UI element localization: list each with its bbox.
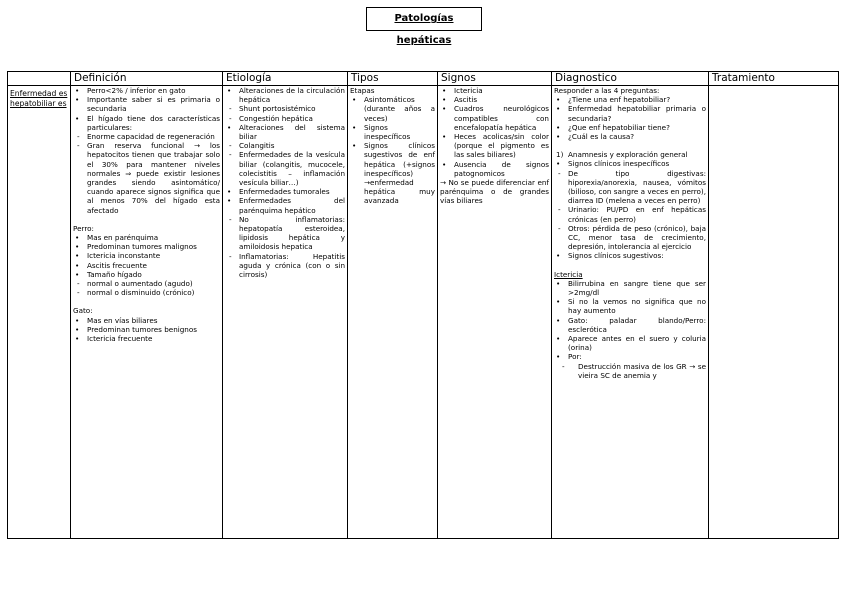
list-item: • Ascitis frecuente [73, 261, 220, 270]
document-title: Patologías hepáticas [366, 7, 482, 31]
list-item: • Signos clínicos inespecíficos [554, 159, 706, 168]
list-item: - Shunt portosistémico [225, 104, 345, 113]
list-item [554, 150, 706, 159]
list-item: - Gran reserva funcional → los hepatocitos tienen que trabajar solo el 30% para mantener niveles normales ⇒ puede existir lesiones grandes siendo asintomático/ cuando aparece signos significa que al menos 70% del hígado esta afectado [73, 141, 220, 215]
tipos-cell [348, 86, 438, 539]
step-text: Anamnesis y exploración general [568, 150, 688, 160]
list-item: • Cuadros neurológicos compatibles con encefalopatía hepática [440, 104, 549, 132]
diagnostico-intro: Responder a las 4 preguntas: [554, 86, 660, 95]
list-item: - Enfermedades de la vesícula biliar (colangitis, mucocele, colecistitis – inflamación vesícula biliar…) [225, 150, 345, 187]
list-item: • Signos clínicos sugestivos de enf hepática (+signos inespecíficos) →enfermedad hepática muy avanzada [350, 141, 435, 205]
list-item: • Ictericia [440, 86, 549, 95]
list-item: • Tamaño hígado [73, 270, 220, 279]
signos-note: → No se puede diferenciar enf parénquima o de grandes vías biliares [440, 178, 549, 206]
list-item: • ¿Tiene una enf hepatobiliar? [554, 95, 706, 104]
list-item: • ¿Que enf hepatobiliar tiene? [554, 123, 706, 132]
list-item: • Predominan tumores malignos [73, 242, 220, 251]
list-item: • Ictericia frecuente [73, 334, 220, 343]
list-item: • Mas en parénquima [73, 233, 220, 242]
etiologia-cell [223, 86, 348, 539]
list-item: • Signos clínicos sugestivos: [554, 251, 706, 260]
list-item: • Alteraciones de la circulación hepática [225, 86, 345, 104]
header-tratamiento: Tratamiento [709, 72, 839, 86]
header-diagnostico: Diagnostico [552, 72, 709, 86]
list-item: - normal o aumentado (agudo) [73, 279, 220, 288]
list-item: • Aparece antes en el suero y coluria (orina) [554, 334, 706, 352]
list-item: - Colangitis [225, 141, 345, 150]
tipos-label: Etapas [350, 86, 375, 95]
list-item: • Predominan tumores benignos [73, 325, 220, 334]
list-item: • ¿Cuál es la causa? [554, 132, 706, 141]
list-item: - Destrucción masiva de los GR → se vieira SC de anemia y [554, 362, 706, 380]
list-item: - Enorme capacidad de regeneración [73, 132, 220, 141]
list-item: - Otros: pérdida de peso (crónico), baja CC, menor tasa de crecimiento, depresión, intolerancia al ejercicio [554, 224, 706, 252]
header-definicion: Definición [71, 72, 223, 86]
list-item: • Heces acolicas/sin color (porque el pigmento es las sales biliares) [440, 132, 549, 160]
pathology-table [7, 71, 839, 539]
list-item: - normal o disminuido (crónico) [73, 288, 220, 297]
signos-cell [438, 86, 552, 539]
ictericia-title: Ictericia [554, 269, 583, 279]
list-item: • Importante saber si es primaria o secundaria [73, 95, 220, 113]
list-item: • El hígado tiene dos características particulares: [73, 114, 220, 132]
list-item: • Asintomáticos (durante años a veces) [350, 95, 435, 123]
list-item: - Inflamatorias: Hepatitis aguda y crónica (con o sin cirrosis) [225, 252, 345, 280]
tratamiento-cell [709, 86, 839, 539]
gato-title: Gato: [73, 306, 93, 316]
list-item: • Perro<2% / inferior en gato [73, 86, 220, 95]
list-item: - Congestión hepática [225, 114, 345, 123]
header-signos: Signos [438, 72, 552, 86]
row-label: Enfermedad es hepatobiliar es [8, 86, 71, 539]
header-empty [8, 72, 71, 86]
list-item: • Alteraciones del sistema biliar [225, 123, 345, 141]
header-etiologia: Etiología [223, 72, 348, 86]
list-item: • Ausencia de signos patognomicos [440, 160, 549, 178]
list-item: • Bilirrubina en sangre tiene que ser >2mg/dl [554, 279, 706, 297]
header-row [8, 72, 839, 86]
list-item: - No inflamatorias: hepatopatía esteroidea, lipidosis hepática y amiloidosis hepatica [225, 215, 345, 252]
definicion-cell [71, 86, 223, 539]
header-tipos: Tipos [348, 72, 438, 86]
list-item: • Ictericia inconstante [73, 251, 220, 260]
list-item: • Si no la vemos no significa que no hay aumento [554, 297, 706, 315]
list-item: • Gato: paladar blando/Perro: esclerótica [554, 316, 706, 334]
table-row [8, 86, 839, 539]
list-item: • Enfermedades del parénquima hepático [225, 196, 345, 214]
list-item: • Signos inespecíficos [350, 123, 435, 141]
list-item: • Ascitis [440, 95, 549, 104]
list-item: • Mas en vías biliares [73, 316, 220, 325]
list-item: - De tipo digestivas: hiporexia/anorexia, nausea, vómitos (bilioso, con sangre a veces en perro), diarrea ID (melena a veces en perro) [554, 169, 706, 206]
diagnostico-cell [552, 86, 709, 539]
list-item: - Urinario: PU/PD en enf hepáticas crónicas (en perro) [554, 205, 706, 223]
perro-title: Perro: [73, 223, 94, 233]
list-item: • Enfermedades tumorales [225, 187, 345, 196]
list-item: • Enfermedad hepatobiliar primaria o secundaria? [554, 104, 706, 122]
list-item: • Por: [554, 352, 706, 361]
